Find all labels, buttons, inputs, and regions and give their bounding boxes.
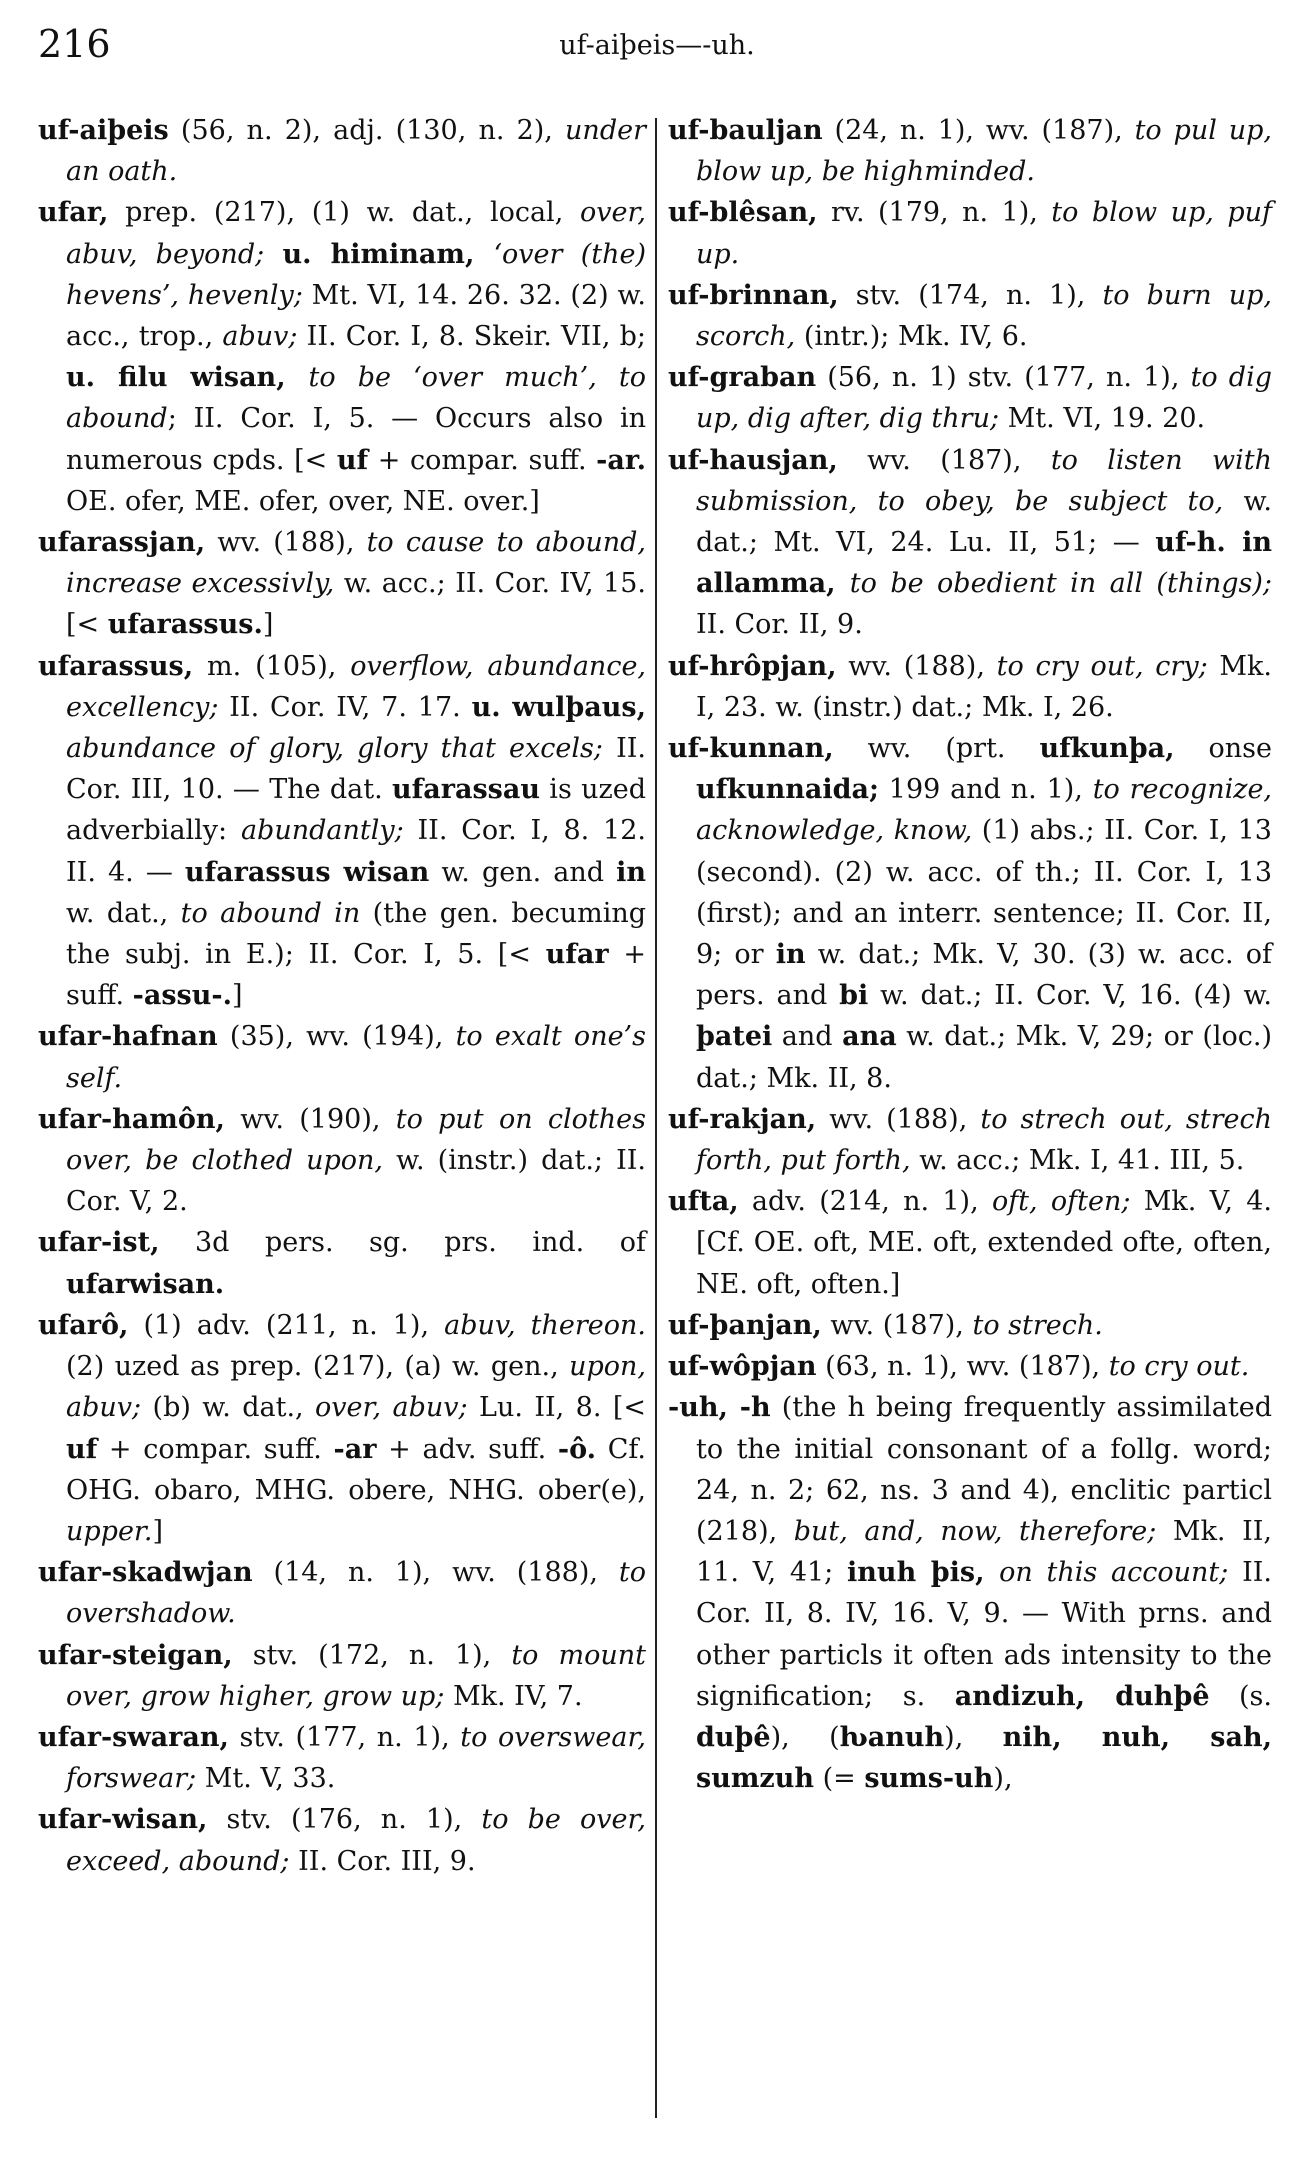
headword-bold: uf (336, 444, 369, 476)
headword-bold: ufar-hafnan (38, 1021, 218, 1053)
headword-bold: -assu-. (132, 980, 232, 1012)
gloss-italic: abuv, thereon. (444, 1309, 646, 1341)
entry-text: ), (993, 1763, 1013, 1795)
headword-bold: ufar-wisan, (38, 1804, 208, 1836)
dictionary-entry (38, 1552, 646, 1634)
entry-text: is uzed adverbially: (66, 774, 646, 847)
gloss-italic: to pul up, blow up, be highminded. (696, 115, 1272, 188)
headword-bold: u. himinam, (282, 238, 494, 270)
headword-bold: uf-aiþeis (38, 115, 169, 146)
headword-bold: andizuh, duhþê (954, 1680, 1210, 1712)
headword-bold: ufar-skadwjan (38, 1557, 253, 1589)
entry-text: w. acc.; Mk. I, 41. III, 5. (910, 1145, 1245, 1177)
entry-text: Mk. II, 11. V, 41; (696, 1515, 1272, 1589)
entry-text: wv. (188), (836, 650, 997, 682)
entry-text: + compar. suff. (97, 1433, 334, 1465)
entry-text: wv. (187), (837, 444, 1051, 476)
entry-text: wv. (188), (816, 1103, 981, 1135)
dictionary-entry (668, 728, 1272, 1099)
dictionary-entry (38, 1305, 646, 1552)
gloss-italic: abundance of glory, glory that excels; (66, 733, 603, 765)
dictionary-entry (38, 1635, 646, 1717)
entry-text: Mk. I, 23. w. (instr.) dat.; Mk. I, 26. (696, 650, 1273, 723)
headword-bold: duþê (696, 1721, 771, 1753)
entry-text: Mt. VI, 19. 20. (999, 403, 1206, 435)
gloss-italic: to dig up, dig after, dig thru; (696, 362, 1273, 435)
dictionary-entry (668, 1099, 1272, 1181)
entry-text: (b) w. dat., (141, 1392, 316, 1424)
gloss-italic: ‘over (the) hevens’, hevenly; (66, 238, 646, 311)
headword-bold: in (616, 856, 647, 888)
dictionary-entry (668, 440, 1272, 646)
entry-text: Lu. II, 8. [< (467, 1392, 647, 1424)
left-column (38, 110, 646, 1882)
entry-text: (= (814, 1763, 865, 1795)
entry-text: ; II. Cor. I, 5. — Occurs also in numerous cpds. [< (66, 403, 646, 476)
headword-bold: uf-blêsan, (668, 197, 818, 229)
dictionary-entry (38, 522, 646, 646)
gloss-italic: upper. (66, 1515, 153, 1547)
entry-text: (1) abs.; II. Cor. I, 13 (second). (2) w. acc. of th.; II. Cor. I, 13 (first); and an interr. sentence; II. Cor. II, 9; or (696, 815, 1272, 971)
entry-text: (intr.); Mk. IV, 6. (795, 321, 1028, 353)
gloss-italic: to be over, exceed, abound; (66, 1804, 646, 1877)
headword-bold: uf (66, 1433, 98, 1465)
entry-text: II. Cor. III, 10. — The dat. (66, 733, 646, 806)
entry-text: OE. ofer, ME. ofer, over, NE. over.] (66, 485, 540, 517)
entry-text: Mt. VI, 14. 26. 32. (2) w. acc., trop., (66, 279, 646, 353)
page-number: 216 (38, 22, 111, 66)
headword-bold: ufar-swaran, (38, 1721, 229, 1753)
gloss-italic: oft, often; (991, 1186, 1131, 1218)
entry-text: w. dat., (66, 897, 181, 929)
gloss-italic: to be obedient in all (things); (849, 568, 1272, 600)
gloss-italic: on this account; (999, 1557, 1229, 1589)
dictionary-entry (668, 646, 1272, 728)
gloss-italic: to strech out, strech forth, put forth, (696, 1103, 1272, 1177)
dictionary-entry (38, 1717, 646, 1799)
entry-text: prep. (217), (1) w. dat., local, (108, 197, 580, 229)
headword-bold: ana (842, 1021, 897, 1053)
entry-text: adv. (214, n. 1), (738, 1186, 992, 1218)
gloss-italic: but, and, now, therefore; (793, 1515, 1157, 1547)
entry-text: stv. (177, n. 1), (228, 1721, 461, 1753)
entry-text: Mk. V, 4. [Cf. OE. oft, ME. oft, extended ofte, often, NE. oft, often.] (696, 1186, 1273, 1300)
headword-bold: uf-graban (668, 362, 817, 394)
gloss-italic: to mount over, grow higher, grow up; (66, 1639, 646, 1712)
headword-bold: þatei (696, 1021, 773, 1053)
entry-text: ), ( (770, 1721, 840, 1753)
gloss-italic: upon, abuv; (66, 1351, 646, 1424)
entry-text: (35), wv. (194), (217, 1021, 456, 1053)
headword-bold: -uh, -h (668, 1392, 771, 1424)
dictionary-entry (38, 1099, 646, 1223)
entry-text: 3d pers. sg. prs. ind. of (159, 1227, 646, 1259)
entry-text: (2) uzed as prep. (217), (a) w. gen., (66, 1351, 570, 1383)
dictionary-entry (668, 275, 1272, 357)
headword-bold: ufarassus. (107, 609, 263, 641)
entry-text: II. Cor. III, 9. (289, 1845, 476, 1877)
headword-bold: ufta, (668, 1186, 739, 1218)
entry-text: (14, n. 1), wv. (188), (252, 1557, 619, 1589)
gloss-italic: to overshadow. (66, 1557, 646, 1630)
headword-bold: -ô. (557, 1433, 597, 1465)
dictionary-entry (668, 192, 1272, 274)
dictionary-entry (38, 1222, 646, 1304)
entry-text: II. Cor. IV, 7. 17. (218, 691, 472, 723)
gloss-italic: to exalt one’s self. (66, 1021, 646, 1094)
entry-text: ), (944, 1721, 1003, 1753)
headword-bold: sums-uh (864, 1763, 994, 1795)
entry-text: (s. (1209, 1680, 1272, 1712)
gloss-italic: to recognize, acknowledge, know, (696, 774, 1273, 847)
headword-bold: ufar (545, 939, 609, 971)
headword-bold: uf-hausjan, (668, 444, 838, 476)
gloss-italic: to abound in (180, 897, 361, 929)
entry-text: II. Cor. I, 8. 12. II. 4. — (66, 815, 646, 888)
dictionary-entry (668, 1387, 1272, 1799)
gloss-italic: over, abuv; (315, 1392, 468, 1424)
headword-bold: ufarwisan. (66, 1268, 225, 1300)
entry-text: w. dat.; Mk. V, 29; or (loc.) dat.; Mk. II, 8. (696, 1021, 1272, 1094)
entry-text: ] (262, 609, 274, 641)
headword-bold: ufarassus, (38, 650, 194, 682)
entry-text: + adv. suff. (376, 1433, 558, 1465)
headword-bold: uf-h. in allamma, (696, 527, 1272, 600)
headword-bold: bi (839, 980, 869, 1012)
entry-text: stv. (176, n. 1), (207, 1804, 482, 1836)
entry-text: m. (105), (193, 650, 351, 682)
dictionary-entry (668, 357, 1272, 439)
entry-text: (24, n. 1), wv. (187), (822, 115, 1135, 146)
entry-text: w. (instr.) dat.; II. Cor. V, 2. (66, 1145, 647, 1218)
dictionary-entry (38, 192, 646, 522)
gloss-italic: to be ‘over much’, to abound (66, 362, 646, 435)
entry-text: rv. (179, n. 1), (817, 197, 1052, 229)
headword-bold: uf-bauljan (668, 115, 823, 146)
gloss-italic: overflow, abundance, excellency; (66, 650, 646, 723)
gloss-italic: to overswear, forswear; (66, 1721, 646, 1795)
entry-text: (1) adv. (211, n. 1), (128, 1309, 445, 1341)
headword-bold: ƕanuh (839, 1721, 945, 1753)
entry-text: w. acc.; II. Cor. IV, 15. [< (66, 568, 646, 641)
entry-text: w. dat.; Mk. V, 30. (3) w. acc. of pers. and (696, 939, 1272, 1012)
entry-text: (56, n. 1) stv. (177, n. 1), (816, 362, 1191, 394)
headword-bold: ufar, (38, 197, 109, 229)
headword-bold: uf-kunnan, (668, 733, 834, 765)
headword-bold: ufkunþa, (1039, 733, 1175, 765)
headword-bold: in (775, 939, 806, 971)
entry-text: II. Cor. II, 8. IV, 16. V, 9. — With prns. and other particls it often ads intensity to the signification; s. (696, 1557, 1272, 1712)
entry-text: wv. (prt. (833, 733, 1040, 765)
headword-bold: uf-hrôpjan, (668, 650, 837, 682)
entry-text: (63, n. 1), wv. (187), (816, 1351, 1109, 1383)
entry-text: onse (1174, 733, 1272, 765)
gloss-italic: to put on clothes over, be clothed upon, (66, 1103, 646, 1177)
right-column (668, 110, 1272, 1799)
entry-text: Cf. OHG. obaro, MHG. obere, NHG. ober(e), (66, 1433, 647, 1506)
dictionary-entry (38, 110, 646, 192)
entry-text: wv. (188), (205, 527, 367, 559)
headword-bold: uf-rakjan, (668, 1103, 817, 1135)
entry-text: and (772, 1021, 843, 1053)
headword-bold: ufarassjan, (38, 527, 206, 559)
gloss-italic: to burn up, scorch, (696, 279, 1273, 353)
entry-text: 199 and n. 1), (878, 774, 1093, 806)
gloss-italic: to listen with submission, to obey, be subject to, (696, 444, 1272, 517)
dictionary-entry (668, 110, 1272, 192)
entry-text: (56, n. 2), adj. (130, n. 2), (168, 115, 566, 146)
headword-bold: ufarassau (392, 774, 540, 806)
entry-text: stv. (172, n. 1), (232, 1639, 512, 1671)
entry-text: Mt. V, 33. (196, 1763, 336, 1795)
entry-text: II. Cor. I, 8. Skeir. VII, b; (297, 321, 646, 353)
dictionary-entry (668, 1305, 1272, 1346)
headword-bold: ufar-steigan, (38, 1639, 233, 1671)
gloss-italic: abundantly; (240, 815, 404, 847)
column-divider (655, 118, 657, 2118)
headword-bold: -ar. (596, 444, 646, 476)
headword-bold: u. filu wisan, (66, 362, 309, 394)
gloss-italic: over, abuv, beyond; (66, 197, 646, 270)
dictionary-entry (38, 646, 646, 1017)
gloss-italic: to cry out, cry; (996, 650, 1208, 682)
entry-text: ] (152, 1515, 164, 1547)
gloss-italic: abuv; (222, 321, 298, 353)
entry-text: wv. (187), (821, 1309, 973, 1341)
entry-text: w. gen. and (429, 856, 617, 888)
entry-text: stv. (174, n. 1), (838, 279, 1103, 311)
headword-bold: ufar-hamôn, (38, 1103, 225, 1135)
headword-bold: ufar-ist, (38, 1227, 160, 1259)
gloss-italic: to cry out. (1108, 1351, 1250, 1383)
entry-text: Mk. IV, 7. (444, 1680, 583, 1712)
headword-bold: ufarô, (38, 1309, 129, 1341)
entry-text: w. dat.; Mt. VI, 24. Lu. II, 51; — (696, 485, 1272, 559)
entry-text: + suff. (66, 939, 646, 1012)
headword-bold: inuh þis, (847, 1557, 1000, 1589)
entry-text: wv. (190), (224, 1103, 396, 1135)
dictionary-entry (38, 1016, 646, 1098)
headword-bold: uf-wôpjan (668, 1351, 817, 1383)
entry-text: + compar. suff. (368, 444, 597, 476)
headword-bold: uf-brinnan, (668, 279, 839, 311)
entry-text: II. Cor. II, 9. (696, 609, 863, 641)
dictionary-entry (668, 1346, 1272, 1387)
headword-bold: uf-þanjan, (668, 1309, 822, 1341)
headword-bold: ufarassus wisan (184, 856, 430, 888)
entry-text: w. dat.; II. Cor. V, 16. (4) w. (868, 980, 1272, 1012)
entry-text: (the h being frequently assimilated to the initial consonant of a follg. word; 24, n. 2; 62, ns. 3 and 4), enclitic particl (218), (696, 1392, 1272, 1547)
running-head: uf-aiþeis—-uh. (559, 30, 755, 61)
entry-text: ] (231, 980, 243, 1012)
gloss-italic: to cause to abound, increase excessivly, (66, 527, 646, 600)
headword-bold: u. wulþaus, (471, 691, 646, 723)
entry-text: (the gen. becuming the subj. in E.); II. Cor. I, 5. [< (66, 897, 646, 971)
gloss-italic: under an oath. (66, 115, 646, 188)
dictionary-entry (38, 1799, 646, 1881)
headword-bold: nih, nuh, sah, sumzuh (696, 1721, 1273, 1795)
gloss-italic: to blow up, puf up. (696, 197, 1272, 270)
dictionary-entry (668, 1181, 1272, 1305)
gloss-italic: to strech. (972, 1309, 1103, 1341)
headword-bold: ufkunnaida; (696, 774, 879, 806)
headword-bold: -ar (333, 1433, 377, 1465)
